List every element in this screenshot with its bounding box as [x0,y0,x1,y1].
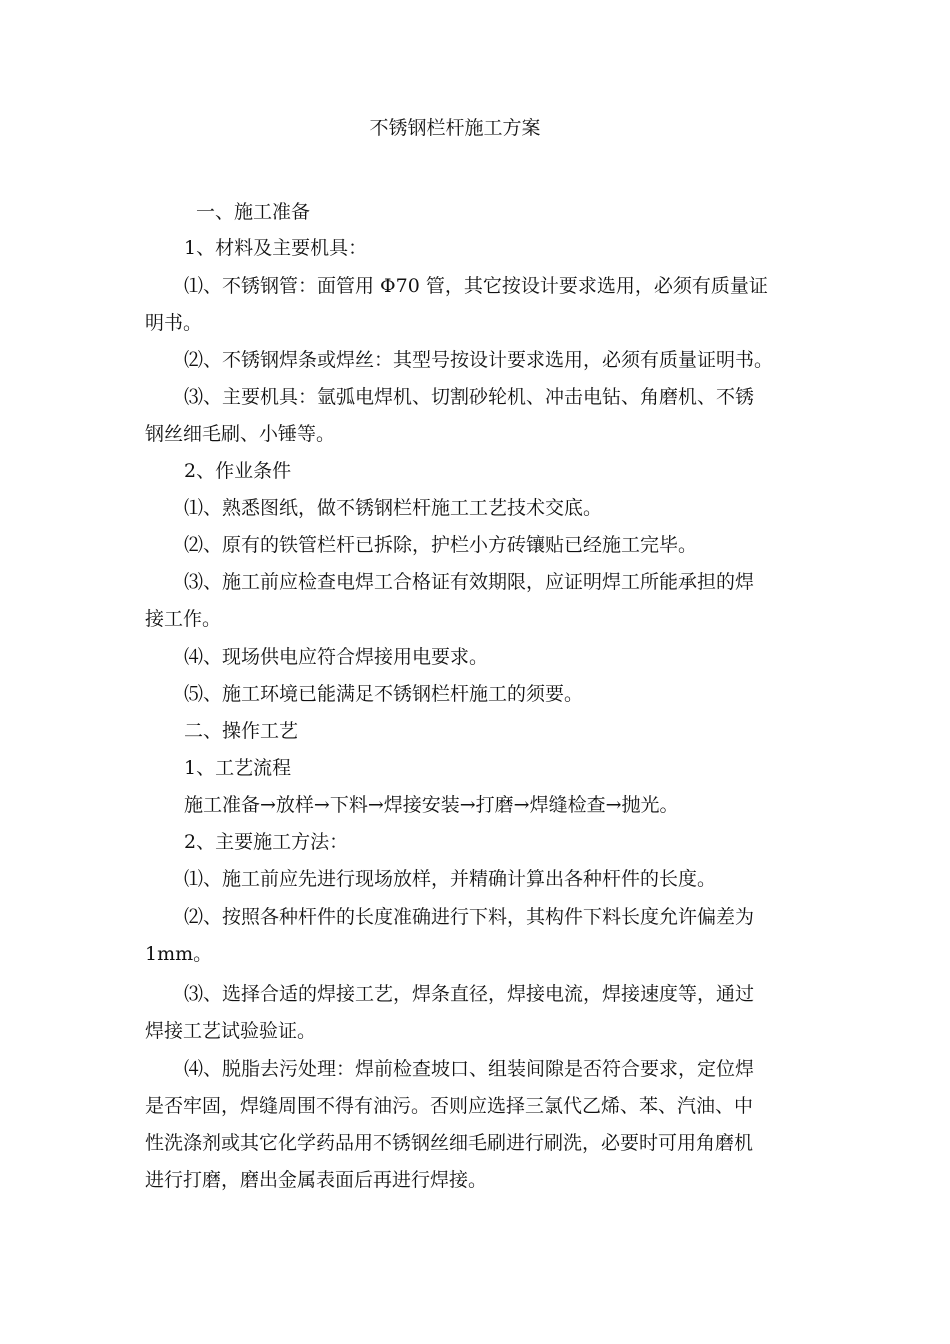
paragraph-line: 接工作。 [145,608,222,630]
paragraph-line: ⑷、现场供电应符合焊接用电要求。 [184,646,489,668]
subsection-heading: 1、工艺流程 [184,757,292,779]
paragraph-line: ⑶、主要机具：氩弧电焊机、切割砂轮机、冲击电钻、角磨机、不锈 [184,386,755,408]
paragraph-line: ⑶、施工前应检查电焊工合格证有效期限，应证明焊工所能承担的焊 [184,571,755,593]
paragraph-line: 钢丝细毛刷、小锤等。 [145,423,336,445]
paragraph-line: 性洗涤剂或其它化学药品用不锈钢丝细毛刷进行刷洗，必要时可用角磨机 [145,1132,754,1154]
subsection-heading: 2、主要施工方法： [184,831,349,853]
paragraph-line: 是否牢固，焊缝周围不得有油污。否则应选择三氯代乙烯、苯、汽油、中 [145,1095,754,1117]
paragraph-line: ⑵、按照各种杆件的长度准确进行下料，其构件下料长度允许偏差为 [184,906,755,928]
subsection-heading: 1、材料及主要机具： [184,237,368,259]
paragraph-line: 施工准备→放样→下料→焊接安装→打磨→焊缝检查→抛光。 [184,794,679,816]
paragraph-line: 1mm。 [145,943,213,965]
paragraph-line: ⑴、不锈钢管：面管用 Φ70 管，其它按设计要求选用，必须有质量证 [184,275,768,297]
paragraph-line: ⑵、原有的铁管栏杆已拆除，护栏小方砖镶贴已经施工完毕。 [184,534,698,556]
paragraph-line: ⑴、熟悉图纸，做不锈钢栏杆施工工艺技术交底。 [184,497,603,519]
paragraph-line: ⑵、不锈钢焊条或焊丝：其型号按设计要求选用，必须有质量证明书。 [184,349,774,371]
section-heading: 一、施工准备 [196,201,311,223]
paragraph-line: ⑷、脱脂去污处理：焊前检查坡口、组装间隙是否符合要求，定位焊 [184,1058,755,1080]
section-heading: 二、操作工艺 [184,720,299,742]
subsection-heading: 2、作业条件 [184,460,292,482]
paragraph-line: ⑸、施工环境已能满足不锈钢栏杆施工的须要。 [184,683,584,705]
paragraph-line: 焊接工艺试验验证。 [145,1020,317,1042]
paragraph-line: 进行打磨，磨出金属表面后再进行焊接。 [145,1169,488,1191]
document-title: 不锈钢栏杆施工方案 [369,117,541,139]
paragraph-line: ⑴、施工前应先进行现场放样，并精确计算出各种杆件的长度。 [184,868,717,890]
paragraph-line: 明书。 [145,312,203,334]
paragraph-line: ⑶、选择合适的焊接工艺，焊条直径，焊接电流，焊接速度等，通过 [184,983,755,1005]
